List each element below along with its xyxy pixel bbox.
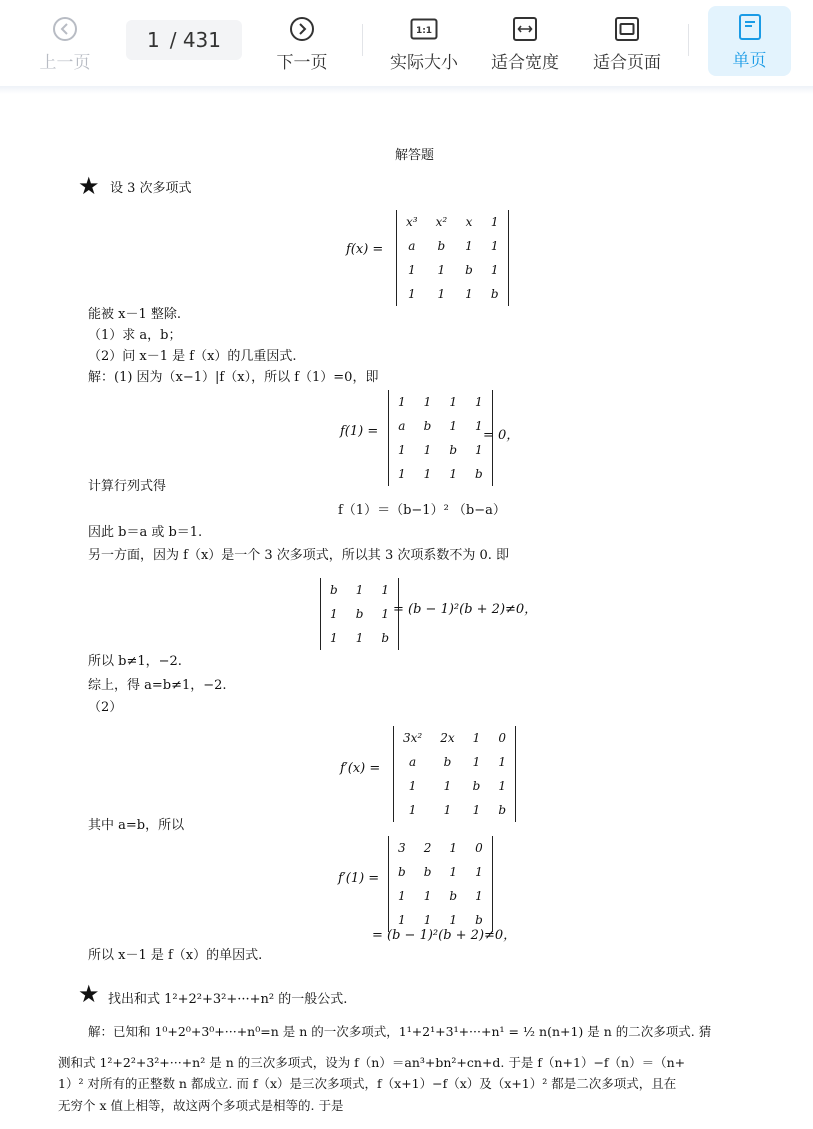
matrix-cell: 3x² [403,731,423,745]
text-line: 解：已知和 1⁰+2⁰+3⁰+···+n⁰=n 是 n 的一次多项式，1¹+2¹+3¹+···+n¹ = ½ n(n+1) 是 n 的二次多项式. 猜 [88,1024,712,1039]
text-line: 另一方面，因为 f（x）是一个 3 次多项式，所以其 3 次项系数不为 0. 即 [88,548,510,563]
matrix-cell: 1 [449,913,458,927]
matrix-cell: 1 [490,239,499,253]
matrix-cell: 1 [355,583,364,597]
matrix-cell: b [398,865,406,879]
fit-page-label: 适合页面 [593,53,661,73]
text-line: 综上，得 a=b≠1，−2. [88,678,227,693]
viewer-toolbar [0,0,813,87]
matrix-cell: 1 [407,263,416,277]
text-line: （2） [88,700,123,715]
text-line: 因此 b＝a 或 b＝1. [88,525,203,540]
actual-size-label: 实际大小 [390,53,458,73]
matrix-cell: 1 [423,913,432,927]
fit-width-label: 适合宽度 [491,53,559,73]
matrix-cell: 1 [498,779,506,793]
matrix-cell: 1 [475,395,483,409]
matrix-cell: b [355,607,364,621]
matrix-cell: 1 [437,287,446,301]
single-page-button[interactable] [708,6,791,76]
chevron-right-circle-icon [289,14,315,44]
prev-page-button[interactable] [36,10,94,74]
text-line: 计算行列式得 [88,479,167,494]
matrix-cell: 1 [398,913,406,927]
det5-suffix: = (b − 1)²(b + 2)≠0， [372,928,517,943]
text-line: 解：(1) 因为（x−1）|f（x），所以 f（1）=0，即 [88,370,379,385]
matrix-cell: b [437,239,446,253]
matrix-cell: 1 [423,889,432,903]
matrix-cell: 2 [423,841,432,855]
matrix-cell: b [423,865,432,879]
matrix-cell: 1 [498,755,506,769]
fit-page-button[interactable] [590,10,664,74]
matrix-cell: b [330,583,338,597]
problem-2-title: 找出和式 1²+2²+3²+···+n² 的一般公式. [108,992,348,1007]
matrix-cell: a [398,419,406,433]
matrix-cell: x² [435,215,448,229]
matrix-cell: 1 [490,215,499,229]
prev-page-label: 上一页 [39,53,91,73]
det3-suffix: = (b − 1)²(b + 2)≠0， [393,602,538,617]
text-line: 无穷个 x 值上相等，故这两个多项式是相等的. 于是 [58,1098,344,1113]
matrix-cell: b [423,419,432,433]
page-number-box[interactable] [126,20,242,60]
matrix-cell: 1 [407,287,416,301]
next-page-label: 下一页 [276,53,328,73]
matrix-cell: b [449,889,458,903]
svg-text:1:1: 1:1 [415,26,433,36]
text-line: 所以 b≠1，−2. [88,654,182,669]
next-page-button[interactable] [272,10,332,74]
matrix-cell: 2x [440,731,455,745]
single-page-label: 单页 [732,51,767,71]
star-icon: ★ [78,172,100,200]
matrix-cell: 1 [465,239,473,253]
matrix-cell: 1 [475,419,483,433]
matrix-cell: 1 [398,395,406,409]
fit-width-button[interactable] [488,10,562,74]
single-page-icon [738,12,762,42]
determinant-fpx [393,726,516,822]
matrix-cell: 1 [443,803,452,817]
text-line: 测和式 1²+2²+3²+···+n² 是 n 的三次多项式，设为 f（n）＝an³+bn²+cn+d. 于是 f（n+1）−f（n）＝（n+ [58,1055,686,1070]
text-line: （1）求 a，b； [88,328,182,343]
matrix-cell: 1 [398,889,406,903]
matrix-cell: 1 [449,841,458,855]
matrix-cell: 1 [398,443,406,457]
matrix-cell: 0 [498,731,506,745]
matrix-cell: 1 [408,803,417,817]
matrix-cell: a [409,755,417,769]
matrix-cell: 1 [330,631,338,645]
matrix-cell: x³ [406,215,418,229]
matrix-cell: b [449,443,458,457]
problem-1-title: 设 3 次多项式 [110,181,192,196]
actual-size-icon [410,14,438,44]
formula-line: f（1）＝（b−1）² （b−a） [338,503,506,518]
matrix-cell: 1 [475,443,483,457]
matrix-cell: b [490,287,499,301]
matrix-cell: 1 [381,583,390,597]
determinant-b [320,578,399,650]
section-heading: 解答题 [395,148,435,163]
matrix-cell: 1 [423,395,432,409]
matrix-cell: 1 [472,803,481,817]
matrix-cell: 1 [398,467,406,481]
text-line: 其中 a=b，所以 [88,818,185,833]
matrix-cell: b [498,803,506,817]
text-line: 1）² 对所有的正整数 n 都成立. 而 f（x）是三次多项式，f（x+1）−f（x）及（x+1）² 都是二次多项式，且在 [58,1076,677,1091]
matrix-cell: 3 [398,841,406,855]
matrix-cell: 1 [443,779,452,793]
matrix-cell: 1 [449,395,457,409]
matrix-cell: 1 [475,889,483,903]
matrix-cell: 1 [449,865,458,879]
text-line: 所以 x－1 是 f（x）的单因式. [88,948,263,963]
toolbar-shadow [0,86,813,94]
matrix-cell: 1 [472,731,481,745]
determinant-fx [396,210,509,306]
matrix-cell: 1 [449,419,457,433]
matrix-cell: 1 [423,467,432,481]
matrix-cell: a [408,239,416,253]
det2-label: f(1) = [340,424,379,439]
matrix-cell: 1 [472,755,481,769]
text-line: （2）问 x－1 是 f（x）的几重因式. [88,349,297,364]
matrix-cell: 1 [449,467,457,481]
matrix-cell: 1 [408,779,417,793]
document-page [0,94,813,1129]
matrix-cell: 1 [423,443,432,457]
fit-page-icon [614,14,640,44]
toolbar-divider [688,24,689,56]
determinant-fp1 [388,836,493,932]
det2-suffix: = 0， [483,428,520,443]
matrix-cell: 1 [437,263,446,277]
matrix-cell: 1 [330,607,338,621]
toolbar-divider [362,24,363,56]
actual-size-button[interactable] [386,10,462,74]
matrix-cell: b [381,631,390,645]
det1-label: f(x) = [346,242,384,257]
matrix-cell: b [475,467,483,481]
matrix-cell: 1 [355,631,364,645]
current-page-input[interactable]: 1 [146,28,160,52]
matrix-cell: x [465,215,473,229]
det4-label: f′(x) = [340,761,381,776]
total-pages: / 431 [169,28,221,52]
star-icon: ★ [78,980,100,1008]
matrix-cell: 1 [381,607,390,621]
matrix-cell: 1 [465,287,473,301]
determinant-f1 [388,390,493,486]
matrix-cell: b [443,755,452,769]
det5-label: f′(1) = [338,871,380,886]
matrix-cell: 1 [490,263,499,277]
text-line: 能被 x－1 整除. [88,307,181,322]
matrix-cell: b [465,263,473,277]
matrix-cell: b [472,779,481,793]
matrix-cell: b [475,913,483,927]
chevron-left-circle-icon [52,14,78,44]
matrix-cell: 1 [475,865,483,879]
matrix-cell: 0 [475,841,483,855]
fit-width-icon [512,14,538,44]
